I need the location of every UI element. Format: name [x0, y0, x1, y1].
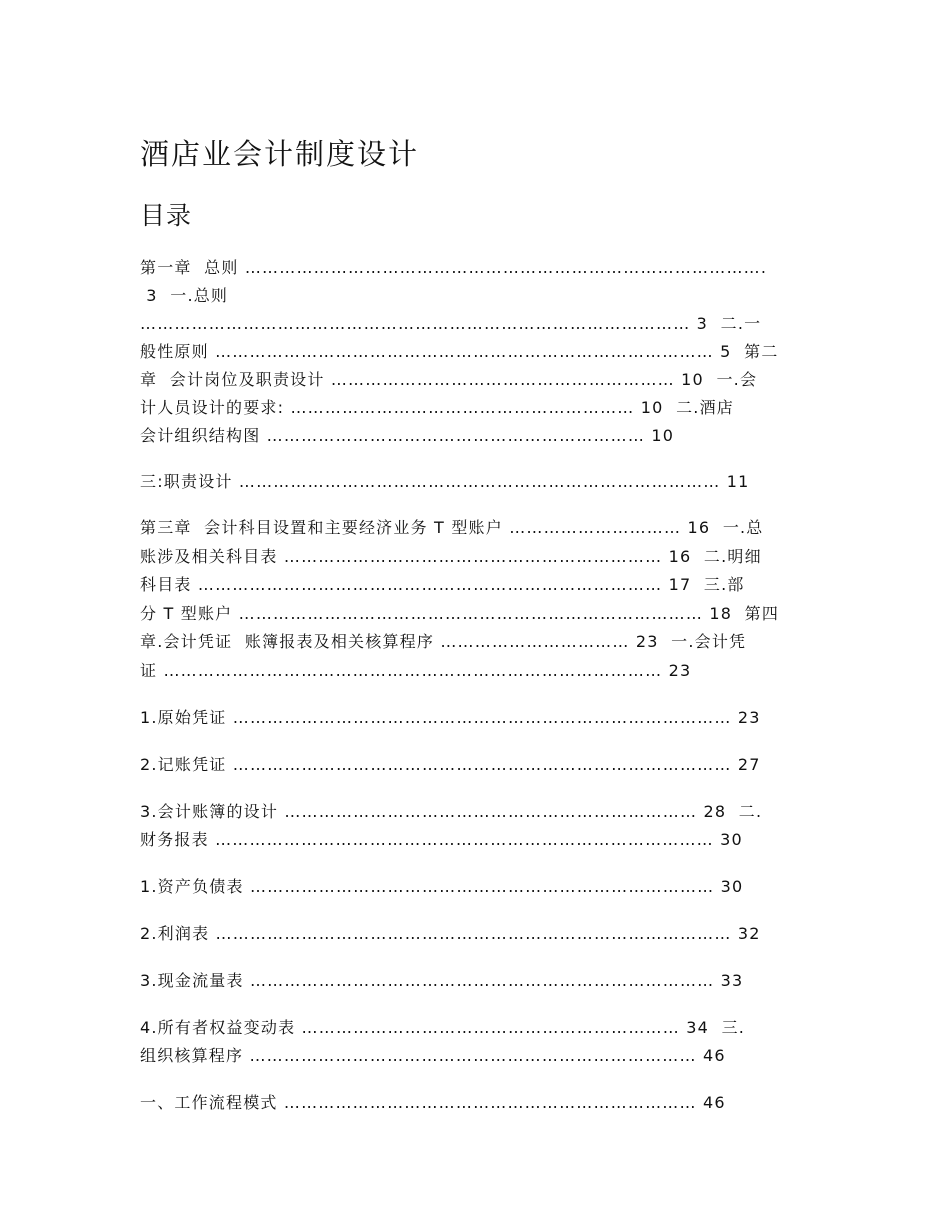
toc-line[interactable]: 1.原始凭证 …………………………………………………………………………… 23: [140, 708, 761, 727]
toc-line[interactable]: 会计组织结构图 ………………………………………………………… 10: [140, 426, 675, 445]
toc-line[interactable]: 2.利润表 ……………………………………………………………………………… 32: [140, 924, 761, 943]
toc-line[interactable]: 一、工作流程模式 ……………………………………………………………… 46: [140, 1093, 726, 1112]
toc-line[interactable]: 般性原则 …………………………………………………………………………… 5 第二: [140, 342, 779, 361]
toc-line[interactable]: 分 T 型账户 ……………………………………………………………………… 18 第四: [140, 604, 780, 623]
toc-line[interactable]: 科目表 ……………………………………………………………………… 17 三.部: [140, 575, 745, 594]
toc-line[interactable]: 3 一.总则: [140, 286, 229, 305]
toc-line[interactable]: 章.会计凭证 账簿报表及相关核算程序 …………………………… 23 一.会计凭: [140, 632, 747, 651]
toc-line[interactable]: …………………………………………………………………………………… 3 二.一: [140, 314, 762, 333]
toc-line[interactable]: 财务报表 …………………………………………………………………………… 30: [140, 830, 743, 849]
toc-line[interactable]: 组织核算程序 …………………………………………………………………… 46: [140, 1046, 726, 1065]
toc-heading: 目录: [140, 201, 193, 230]
toc-line[interactable]: 账涉及相关科目表 ………………………………………………………… 16 二.明细: [140, 547, 762, 566]
toc-line[interactable]: 第三章 会计科目设置和主要经济业务 T 型账户 ………………………… 16 一.总: [140, 518, 764, 537]
toc-line[interactable]: 1.资产负债表 ……………………………………………………………………… 30: [140, 877, 744, 896]
toc-line[interactable]: 3.会计账簿的设计 ……………………………………………………………… 28 二.: [140, 802, 763, 821]
toc-line[interactable]: 证 …………………………………………………………………………… 23: [140, 661, 692, 680]
toc-line[interactable]: 2.记账凭证 …………………………………………………………………………… 27: [140, 755, 761, 774]
toc-line[interactable]: 三:职责设计 ………………………………………………………………………… 11: [140, 472, 750, 491]
toc-line[interactable]: 第一章 总则 ……………………………………………………………………………….: [140, 258, 768, 277]
toc-line[interactable]: 3.现金流量表 ……………………………………………………………………… 33: [140, 971, 744, 990]
toc-line[interactable]: 章 会计岗位及职责设计 …………………………………………………… 10 一.会: [140, 370, 758, 389]
document-title: 酒店业会计制度设计: [140, 137, 420, 171]
toc-line[interactable]: 计人员设计的要求: …………………………………………………… 10 二.酒店: [140, 398, 734, 417]
toc-line[interactable]: 4.所有者权益变动表 ………………………………………………………… 34 三.: [140, 1018, 746, 1037]
